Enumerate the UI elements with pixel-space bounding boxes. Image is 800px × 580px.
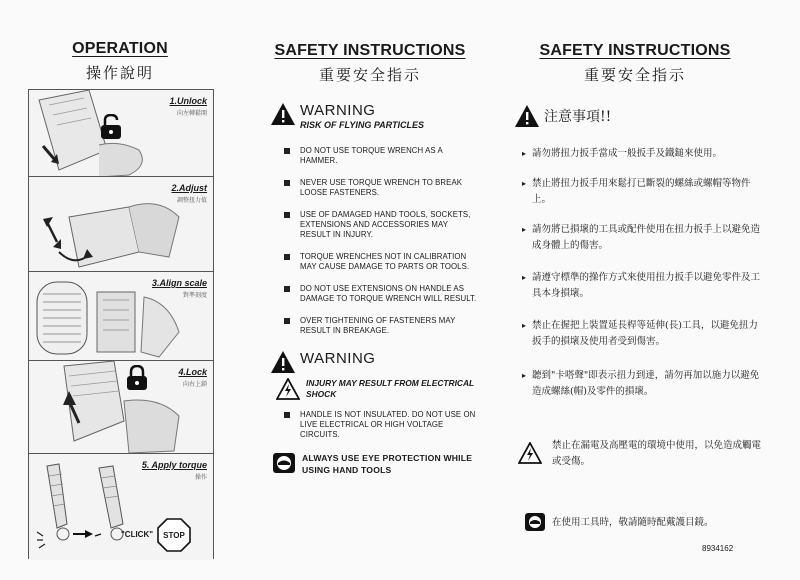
step-align-scale bbox=[29, 272, 213, 361]
list-item: OVER TIGHTENING OF FASTENERS MAY RESULT IN BREAKAGE. bbox=[270, 316, 480, 336]
zh-eye-text: 在使用工具時，敬請隨時配戴護目鏡。 bbox=[552, 517, 714, 528]
step-align-label bbox=[152, 278, 207, 299]
document-number: 8934162 bbox=[702, 544, 734, 553]
safety-zh-title-zh: 重要安全指示 bbox=[583, 66, 686, 84]
safety-en-title-zh: 重要安全指示 bbox=[318, 66, 421, 84]
warning-triangle-icon bbox=[514, 104, 540, 128]
warning-triangle-icon bbox=[270, 350, 296, 374]
warning-bullet-list bbox=[270, 146, 480, 336]
list-item: DO NOT USE EXTENSIONS ON HANDLE AS DAMAGE TO TORQUE WRENCH WILL RESULT. bbox=[270, 284, 480, 304]
safety-zh-title: SAFETY INSTRUCTIONS bbox=[539, 42, 731, 59]
operation-title-zh: 操作說明 bbox=[85, 64, 154, 82]
list-item: ▸ 請遵守標準的操作方式來使用扭力扳手以避免零件及工具本身損壞。 bbox=[522, 270, 762, 302]
unlocked-padlock-icon bbox=[99, 114, 123, 140]
step-apply-torque bbox=[29, 454, 213, 560]
click-text: "CLICK" bbox=[121, 530, 154, 539]
step-lock-zh: 向右上鎖 bbox=[182, 381, 207, 388]
list-item: NEVER USE TORQUE WRENCH TO BREAK LOOSE FASTENERS. bbox=[270, 178, 480, 198]
locked-padlock-icon bbox=[125, 365, 149, 391]
safety-en-title: SAFETY INSTRUCTIONS bbox=[274, 42, 466, 59]
list-item: ▸ 請勿將已損壞的工具或配件使用在扭力扳手上以避免造成身體上的傷害。 bbox=[522, 222, 762, 254]
list-item: ▸ 請勿將扭力扳手當成一般扳手及鐵鎚來使用。 bbox=[522, 146, 762, 162]
step-lock bbox=[29, 361, 213, 454]
electrical-shock-heading bbox=[270, 378, 480, 404]
step-apply-label bbox=[142, 460, 207, 481]
warning-word: WARNING bbox=[300, 350, 376, 367]
warning-subtitle: RISK OF FLYING PARTICLES bbox=[300, 120, 425, 130]
step-lock-title: 4.Lock bbox=[178, 367, 207, 377]
step-align-zh: 對準刻度 bbox=[182, 292, 207, 299]
operation-steps bbox=[28, 89, 214, 559]
step-align-title: 3.Align scale bbox=[151, 278, 207, 288]
list-item: DO NOT USE TORQUE WRENCH AS A HAMMER. bbox=[270, 146, 480, 166]
electric-heading-text: INJURY MAY RESULT FROM ELECTRICAL SHOCK bbox=[306, 378, 474, 399]
electric-bullet-list bbox=[270, 410, 480, 440]
step-adjust-zh: 調整扭力值 bbox=[176, 197, 207, 204]
warning-flying-particles bbox=[270, 100, 480, 132]
step-unlock-title: 1.Unlock bbox=[169, 96, 207, 106]
safety-goggles-icon bbox=[272, 452, 296, 474]
zh-electric-text: 禁止在漏電及高壓電的環境中使用，以免造成觸電或受傷。 bbox=[552, 440, 762, 467]
eye-protection-notice bbox=[270, 452, 480, 478]
stop-text: STOP bbox=[163, 531, 185, 540]
step-unlock-label bbox=[169, 96, 207, 117]
eye-protection-text: ALWAYS USE EYE PROTECTION WHILE USING HAND TOOLS bbox=[302, 453, 473, 475]
step-unlock bbox=[29, 90, 213, 177]
safety-zh-header bbox=[530, 42, 740, 85]
list-item: USE OF DAMAGED HAND TOOLS, SOCKETS, EXTENSIONS AND ACCESSORIES MAY RESULT IN INJURY. bbox=[270, 210, 480, 240]
step-lock-label bbox=[178, 367, 207, 388]
step-adjust bbox=[29, 177, 213, 272]
electric-shock-icon bbox=[518, 442, 542, 464]
step-unlock-zh: 向左轉鬆開 bbox=[176, 110, 207, 117]
list-item: ▸ 聽到"卡嗒聲"即表示扭力到達，請勿再加以施力以避免造成螺絲(帽)及零件的損壞。 bbox=[522, 368, 762, 400]
warning-word: WARNING bbox=[300, 102, 376, 119]
list-item: ▸ 禁止將扭力扳手用來鬆打已斷裂的螺絲或螺帽等物件上。 bbox=[522, 176, 762, 208]
step-adjust-title: 2.Adjust bbox=[171, 183, 207, 193]
safety-en-section bbox=[270, 100, 480, 478]
safety-goggles-icon bbox=[524, 512, 546, 532]
warning-electrical bbox=[270, 348, 480, 374]
safety-en-header bbox=[265, 42, 475, 85]
operation-header bbox=[50, 40, 190, 83]
operation-title: OPERATION bbox=[72, 40, 168, 57]
zh-warning-title: 注意事項!! bbox=[544, 109, 612, 125]
list-item: HANDLE IS NOT INSULATED. DO NOT USE ON LIVE ELECTRICAL OR HIGH VOLTAGE CIRCUITS. bbox=[270, 410, 480, 440]
step-apply-title: 5. Apply torque bbox=[141, 460, 207, 470]
step-apply-zh: 操作 bbox=[194, 474, 207, 481]
list-item: ▸ 禁止在握把上裝置延長桿等延伸(長)工具，以避免扭力扳手的損壞及使用者受到傷害。 bbox=[522, 318, 762, 350]
electric-shock-icon bbox=[276, 378, 300, 400]
warning-triangle-icon bbox=[270, 102, 296, 126]
list-item: TORQUE WRENCHES NOT IN CALIBRATION MAY CAUSE DAMAGE TO PARTS OR TOOLS. bbox=[270, 252, 480, 272]
step-adjust-label bbox=[171, 183, 207, 204]
